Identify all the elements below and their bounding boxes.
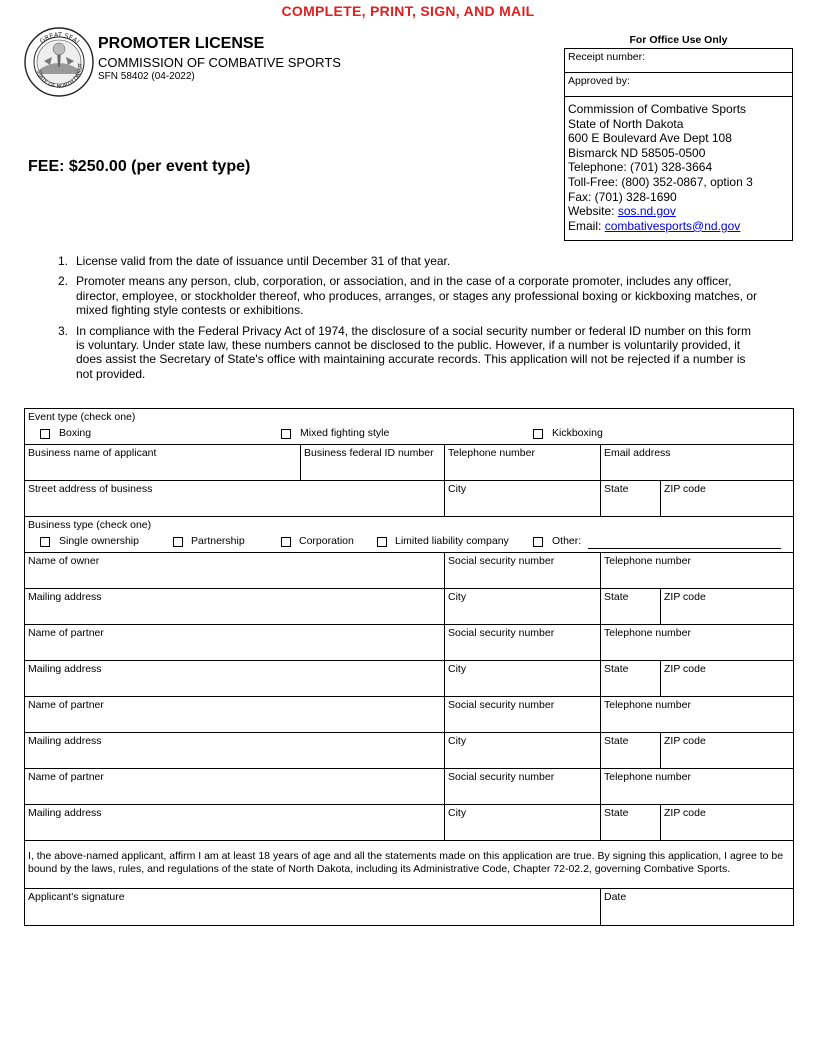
partner-city-field[interactable]: City	[445, 733, 601, 769]
form-title: PROMOTER LICENSE	[98, 35, 265, 52]
form-number: SFN 58402 (04-2022)	[98, 71, 195, 82]
instruction-item: 1. License valid from the date of issuance until December 31 of that year.	[58, 254, 451, 268]
partner-telephone-field[interactable]: Telephone number	[601, 697, 793, 733]
address-line: State of North Dakota	[568, 116, 684, 131]
boxing-label: Boxing	[59, 427, 92, 439]
business-zip-field[interactable]: ZIP code	[661, 481, 793, 517]
partner-name-field[interactable]: Name of partner	[25, 769, 445, 805]
owner-zip-field[interactable]: ZIP code	[661, 589, 793, 625]
business-email-field[interactable]: Email address	[601, 445, 793, 481]
street-address-field[interactable]: Street address of business	[25, 481, 445, 517]
partner-mailing-field[interactable]: Mailing address	[25, 661, 445, 697]
mixed-fighting-checkbox[interactable]	[281, 429, 291, 439]
partner-city-field[interactable]: City	[445, 661, 601, 697]
corporation-checkbox[interactable]	[281, 537, 291, 547]
partner-state-field[interactable]: State	[601, 733, 661, 769]
partnership-label: Partnership	[191, 535, 245, 547]
website-link[interactable]: sos.nd.gov	[617, 204, 676, 219]
business-telephone-field[interactable]: Telephone number	[445, 445, 601, 481]
other-label: Other:	[552, 535, 582, 547]
mixed-fighting-label: Mixed fighting style	[300, 427, 390, 439]
llc-label: Limited liability company	[395, 535, 509, 547]
other-checkbox[interactable]	[533, 537, 543, 547]
partner-state-field[interactable]: State	[601, 805, 661, 841]
partner-state-field[interactable]: State	[601, 661, 661, 697]
owner-mailing-field[interactable]: Mailing address	[25, 589, 445, 625]
instructions-list	[58, 254, 758, 387]
email-line: Email: combativesports@nd.gov	[568, 218, 741, 233]
affirmation-text: I, the above-named applicant, affirm I am at least 18 years of age and all the statements made on this application are true. By signing this application, I agree to be bound by the laws, rules, and regulations of the state of North Dakota, including its Administrative Code, Chapter 72-02.2, governing Combative Sports.	[25, 841, 793, 889]
signature-date-field[interactable]: Date	[604, 891, 627, 903]
business-state-field[interactable]: State	[601, 481, 661, 517]
owner-ssn-field[interactable]: Social security number	[445, 553, 601, 589]
partner-ssn-field[interactable]: Social security number	[445, 769, 601, 805]
svg-text:STATE OF NORTH DAKOTA: STATE OF NORTH DAKOT	[34, 63, 85, 91]
partner-mailing-field[interactable]: Mailing address	[25, 733, 445, 769]
commission-address	[568, 102, 753, 233]
instruction-item: 2. Promoter means any person, club, corporation, or association, and in the case of a corporate promoter, includes any officer, director, employee, or stockholder thereof, who produces, arranges, or stages any professional boxing or kickboxing matches, or mixed fighting style contests or exhibitions.	[58, 274, 758, 318]
owner-name-field[interactable]: Name of owner	[25, 553, 445, 589]
form-subtitle: COMMISSION OF COMBATIVE SPORTS	[98, 55, 341, 70]
applicant-signature-field[interactable]: Applicant's signature	[25, 889, 601, 925]
receipt-number-field[interactable]	[565, 49, 792, 73]
partner-ssn-field[interactable]: Social security number	[445, 625, 601, 661]
address-line: Telephone: (701) 328-3664	[568, 160, 713, 175]
single-ownership-label: Single ownership	[59, 535, 139, 547]
owner-city-field[interactable]: City	[445, 589, 601, 625]
business-type-section	[25, 517, 793, 553]
instruction-item: 3. In compliance with the Federal Privacy Act of 1974, the disclosure of a social security number or federal ID number on this form is voluntary. Under state law, these numbers cannot be disclosed to the public. However, if a number is voluntarily provided, it does assist the Secretary of State's office with maintaining accurate records. This application will not be rejected if a number is not provided.	[58, 323, 751, 381]
single-ownership-checkbox[interactable]	[40, 537, 50, 547]
other-text-input[interactable]	[588, 548, 781, 549]
address-line: Toll-Free: (800) 352-0867, option 3	[568, 174, 753, 189]
llc-checkbox[interactable]	[377, 537, 387, 547]
business-type-label: Business type (check one)	[28, 519, 152, 531]
owner-state-field[interactable]: State	[601, 589, 661, 625]
partner-name-field[interactable]: Name of partner	[25, 697, 445, 733]
owner-telephone-field[interactable]: Telephone number	[601, 553, 793, 589]
application-form	[24, 408, 794, 926]
kickboxing-checkbox[interactable]	[533, 429, 543, 439]
partner-ssn-field[interactable]: Social security number	[445, 697, 601, 733]
fee-text: FEE: $250.00 (per event type)	[28, 158, 251, 175]
address-line: Commission of Combative Sports	[568, 102, 747, 116]
office-use-label: For Office Use Only	[629, 34, 728, 46]
business-city-field[interactable]: City	[445, 481, 601, 517]
office-use-box	[564, 48, 793, 241]
state-seal-icon	[24, 27, 94, 97]
address-line: 600 E Boulevard Ave Dept 108	[568, 131, 732, 146]
approved-by-label: Approved by:	[568, 75, 630, 87]
partner-zip-field[interactable]: ZIP code	[661, 661, 793, 697]
partnership-checkbox[interactable]	[173, 537, 183, 547]
website-line: Website: sos.nd.gov	[568, 204, 676, 219]
email-link[interactable]: combativesports@nd.gov	[604, 218, 741, 233]
boxing-checkbox[interactable]	[40, 429, 50, 439]
partner-telephone-field[interactable]: Telephone number	[601, 769, 793, 805]
partner-zip-field[interactable]: ZIP code	[661, 805, 793, 841]
address-line: Bismarck ND 58505-0500	[568, 145, 706, 160]
receipt-number-label: Receipt number:	[568, 51, 646, 63]
corporation-label: Corporation	[299, 535, 354, 547]
address-line: Fax: (701) 328-1690	[568, 189, 677, 204]
federal-id-field[interactable]: Business federal ID number	[301, 445, 445, 481]
mail-instructions-banner: COMPLETE, PRINT, SIGN, AND MAIL	[281, 3, 535, 19]
kickboxing-label: Kickboxing	[552, 427, 603, 439]
approved-by-field[interactable]	[565, 73, 792, 97]
event-type-label: Event type (check one)	[28, 411, 136, 423]
event-type-section	[25, 409, 793, 445]
partner-mailing-field[interactable]: Mailing address	[25, 805, 445, 841]
partner-telephone-field[interactable]: Telephone number	[601, 625, 793, 661]
svg-text:GREAT SEAL: GREAT SEAL	[38, 30, 83, 48]
partner-city-field[interactable]: City	[445, 805, 601, 841]
partner-name-field[interactable]: Name of partner	[25, 625, 445, 661]
partner-zip-field[interactable]: ZIP code	[661, 733, 793, 769]
business-name-field[interactable]: Business name of applicant	[25, 445, 301, 481]
